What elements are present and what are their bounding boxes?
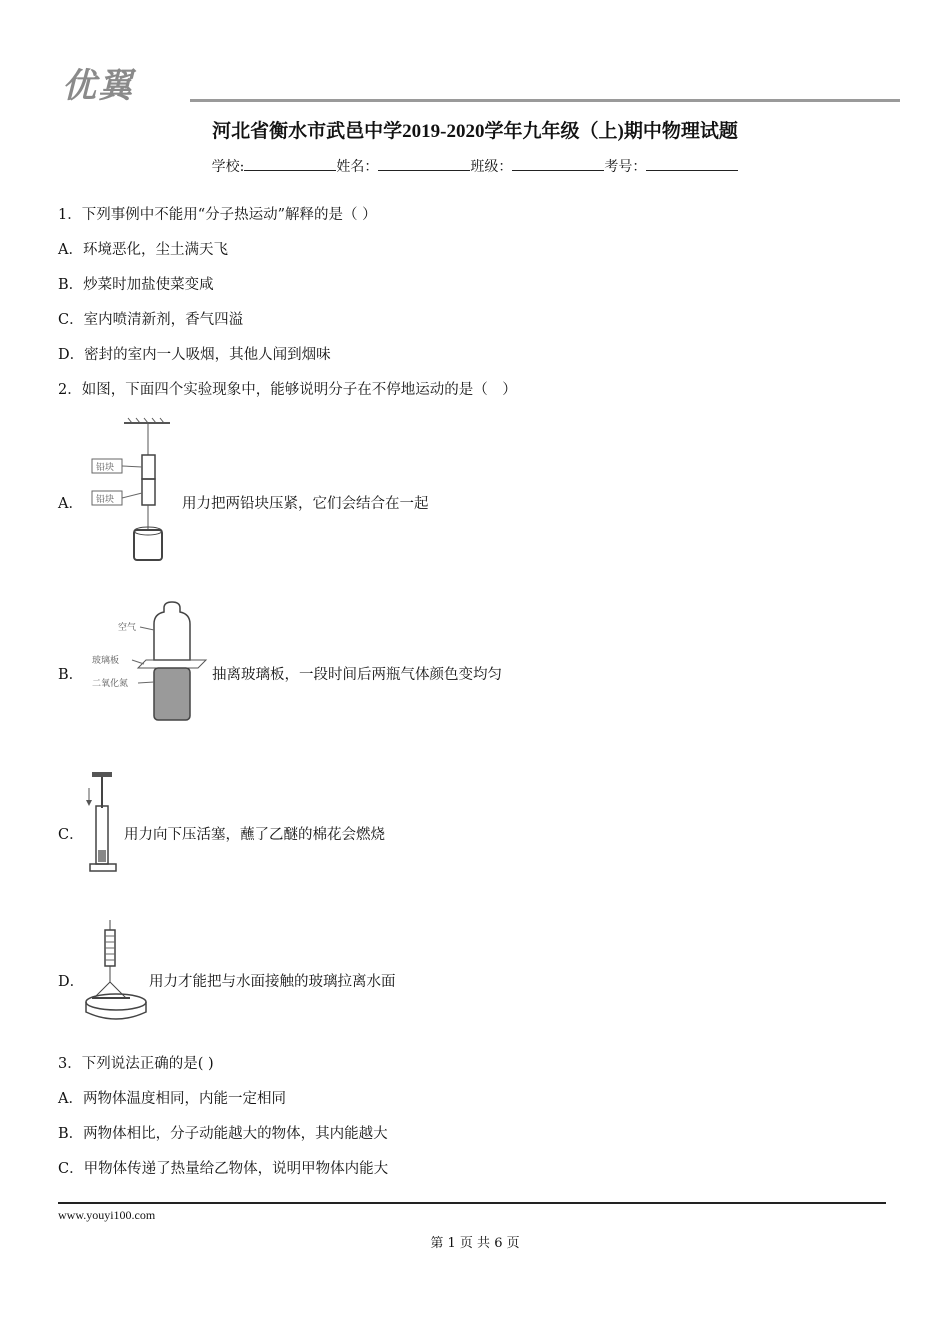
- school-label: 学校:: [211, 159, 245, 175]
- student-info-fields: [0, 156, 950, 176]
- q2-option-c-text: 用力向下压活塞，蘸了乙醚的棉花会燃烧: [124, 827, 385, 843]
- q2-option-b-text: 抽离玻璃板，一段时间后两瓶气体颜色变均匀: [212, 667, 502, 683]
- q2-option-c-letter: C．: [58, 827, 84, 843]
- page-title: 河北省衡水市武邑中学2019-2020学年九年级（上)期中物理试题: [212, 121, 738, 142]
- lead-blocks-figure: [88, 415, 178, 565]
- exam-no-label: 考号：: [604, 159, 647, 175]
- page-number: 第 1 页 共 6 页: [430, 1236, 520, 1251]
- q3-option-c: C．甲物体传递了热量给乙物体，说明甲物体内能大: [58, 1161, 389, 1177]
- no2-label: 二氧化氮: [92, 679, 129, 689]
- q1-option-c: C．室内喷清新剂，香气四溢: [58, 312, 244, 328]
- q1-option-a: A．环境恶化，尘土满天飞: [58, 242, 228, 258]
- q3-option-b: B．两物体相比，分子动能越大的物体，其内能越大: [58, 1126, 388, 1142]
- fire-piston-figure: [84, 768, 124, 876]
- gas-diffusion-figure: [88, 600, 213, 728]
- youyi-logo: [62, 66, 192, 106]
- exam-no-blank[interactable]: [646, 156, 738, 171]
- glass-plate-water-figure: [84, 918, 154, 1026]
- q1-option-d: D．密封的室内一人吸烟，其他人闻到烟味: [58, 347, 331, 363]
- logo-text: 优翼: [62, 66, 134, 106]
- name-label: 姓名：: [336, 159, 379, 175]
- q3-option-a: A．两物体温度相同，内能一定相同: [58, 1091, 286, 1107]
- glass-plate-label: 玻璃板: [92, 656, 120, 666]
- q1-stem: 1．下列事例中不能用“分子热运动”解释的是（ ）: [58, 207, 377, 223]
- header-rule: [190, 99, 900, 102]
- q2-option-b-letter: B．: [58, 667, 84, 683]
- q2-option-a-text: 用力把两铅块压紧，它们会结合在一起: [182, 496, 429, 512]
- class-blank[interactable]: [512, 156, 604, 171]
- q2-option-d-text: 用力才能把与水面接触的玻璃拉离水面: [149, 974, 396, 990]
- q3-stem: 3．下列说法正确的是( ): [58, 1056, 214, 1072]
- footer-url: www.youyi100.com: [58, 1208, 156, 1222]
- class-label: 班级：: [470, 159, 513, 175]
- name-blank[interactable]: [378, 156, 470, 171]
- q1-option-b: B．炒菜时加盐使菜变咸: [58, 277, 214, 293]
- lead-label-1: 铅块: [96, 463, 115, 473]
- q2-stem: 2．如图，下面四个实验现象中，能够说明分子在不停地运动的是（ ）: [58, 382, 517, 398]
- footer-rule: [58, 1202, 886, 1204]
- q2-option-a-letter: A．: [58, 496, 83, 512]
- q2-option-d-letter: D．: [58, 974, 85, 990]
- school-blank[interactable]: [244, 156, 336, 171]
- lead-label-2: 铅块: [96, 495, 115, 505]
- air-label: 空气: [118, 623, 137, 633]
